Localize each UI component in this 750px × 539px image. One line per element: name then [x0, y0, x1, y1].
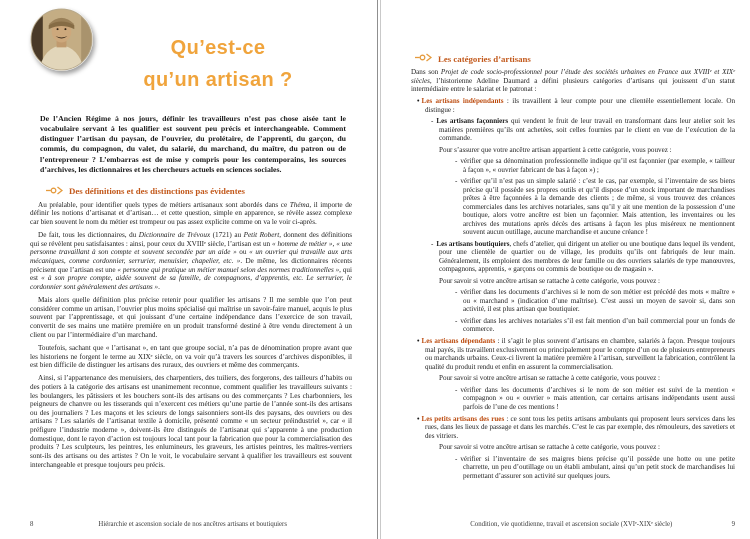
- bullet-head: [417, 415, 735, 441]
- bullet-text: : il s’agit le plus souvent d’artisans en chambre, salariés à façon. Presque toujours mal payés, ils travaillent exclusivement ou principalement pour le compte d’un ou de plusieurs entrepreneurs ou marchands urbains. Ceux-ci livrent la matière première à l’artisan, surveillent la fabrication, contrôlent la qualité du produit rendu et enfin en assurent la commercialisation.: [425, 337, 735, 371]
- sub-item-text: qui vendent le fruit de leur travail en transformant dans leur atelier soit les matières premières qu’ils ont achetées, soit celles fournies par le client en vue de l’exécution de la commande.: [439, 117, 735, 142]
- sub-item-boutiquiers: [411, 240, 735, 334]
- bullet-text: : ce sont tous les petits artisans ambulants qui proposent leurs services dans les rues, dans les lieux de passage et dans les marchés. C’est le cas par exemple, des rémouleurs, des savetiers et des vitriers.: [425, 414, 735, 440]
- right-page-footer: [375, 521, 750, 528]
- body-paragraph: Dans son Projet de code socio-professionnel pour l’étude des sociétés urbaines en France aux XVIIIᵉ et XIXᵉ siècles, l’historienne Adeline Daumard a défini plusieurs catégories d’artisans qui jouissent d’un statut intermédiaire entre le salariat et le patronat :: [411, 68, 736, 93]
- bullet-item-dependants: [411, 337, 735, 411]
- check-item: [455, 455, 735, 481]
- helper-text: Pour s’assurer que votre ancêtre artisan appartient à cette catégorie, vous pouvez :: [439, 145, 672, 154]
- page-gutter-divider: [377, 0, 381, 539]
- running-title: Hiérarchie et ascension sociale de nos ancêtres artisans et boutiquiers: [98, 521, 287, 528]
- helper-text: Pour savoir si votre ancêtre artisan se rattache à cette catégorie, vous pouvez :: [439, 443, 660, 451]
- sub-item-lead: Les artisans boutiquiers: [436, 239, 510, 248]
- bullet-marker: •: [417, 414, 420, 423]
- intro-paragraph: De l’Ancien Régime à nos jours, définir les travailleurs n’est pas chose aisée tant le vocabulaire servant à les qualifier est souvent peu précis et interchangeable. Comment distinguer l’artisan du paysan, de l’ouvrier, du prolétaire, de l’apprenti, du garçon, du commis, du compagnon, du valet, du salarié, du marchand, du maître, du patron ou de l’entrepreneur ? L’embarras est de mise y compris pour les contemporains, les sources d’archives, les dictionnaires et les chercheurs actuels en sciences sociales.: [40, 114, 346, 174]
- helper-text: Pour savoir si votre ancêtre artisan se rattache à cette catégorie, vous pouvez :: [439, 374, 660, 382]
- running-title: Condition, vie quotidienne, travail et ascension sociale (XVIᵉ-XIXᵉ siècle): [470, 521, 673, 528]
- dash-marker: -: [455, 157, 458, 165]
- helper-text: Pour savoir si votre ancêtre artisan se rattache à cette catégorie, vous pouvez :: [439, 276, 660, 285]
- title-block: [30, 8, 352, 106]
- page-title-line2: qu’un artisan ?: [143, 69, 293, 91]
- body-paragraph: Mais alors quelle définition plus précise retenir pour qualifier les artisans ? Il me semble que l’on peut considérer comme un artisan, l’ouvrier plus moins spécialisé qui maîtrise un savoir-faire manuel, acquis le plus souvent par l’apprentissage, et qui jouissant d’une certaine indépendance dans l’exercice de son travail, convertit de ses mains une matière première en un produit transformé destiné à être vendu directement à un client ou par l’intermédiaire d’un marchand.: [30, 296, 352, 339]
- sub-item-lead: Les artisans façonniers: [436, 117, 509, 125]
- check-item: [455, 157, 735, 174]
- portrait-illustration: [30, 8, 93, 71]
- check-text: vérifier si l’inventaire de ses maigres biens précise qu’il possède une hotte ou une petite charrette, un peu d’outillage ou un établi ambulant, ainsi qu’un petit stock de marchandises lui permettant d’assurer son activité sur quelques jours.: [460, 454, 735, 480]
- bullet-head: [417, 97, 735, 114]
- section-heading-definitions: [46, 186, 352, 197]
- check-text: vérifier dans les documents d’archives si le nom de son métier est précédé des mots « maître » ou « marchand » (indication d’une maîtrise). C’est aussi un moyen de savoir si, dans son activité, il est plus artisan que boutiquier.: [460, 288, 735, 313]
- body-paragraph: Au préalable, pour identifier quels types de métiers artisanaux sont abordés dans ce Théma, il importe de définir les notions d’artisanat et d’artisan… et cette question, simple en apparence, se révèle assez complexe car bien souvent le nom du métier est trompeur ou pas assez explicite comme on va le voir ci-après.: [30, 200, 352, 227]
- section-heading-label: Les catégories d’artisans: [438, 53, 531, 64]
- check-item: [455, 317, 735, 334]
- section-heading-categories: [415, 53, 735, 64]
- dash-marker: -: [455, 177, 458, 185]
- dash-marker: -: [431, 117, 434, 125]
- bullet-item-independants: [411, 97, 735, 334]
- bullet-label: Les artisans indépendants: [421, 97, 504, 105]
- dash-marker: -: [455, 316, 458, 325]
- bullet-marker: •: [417, 97, 420, 105]
- section-heading-label: Des définitions et des distinctions pas évidentes: [69, 186, 245, 197]
- check-text: vérifier qu’il n’est pas un simple salarié : c’est le cas, par exemple, si l’inventaire de ses biens précise qu’il possède ses propres outils et qu’il dispose d’un stock important de marchandises prêtes à être façonnées à la demande des clients ; de même, si vous trouvez des créances commerciales dans les archives notariales, sans qu’il y ait une mention de la possession d’une boutique, alors votre ancêtre est bien un façonnier. Mais attention, les inventaires ou les archives des mutations après décès des artisans à façon les plus miséreux ne mentionnent souvent aucun outillage, aucune marchandise et aucune créance !: [460, 177, 735, 236]
- sub-item-text: , chefs d’atelier, qui dirigent un atelier ou une boutique dans lequel ils vendent, pour une clientèle de quartier ou de village, les produits qu’ils ont fabriqués de leur main. Généralement, ils emploient des membres de leur famille ou des ouvriers salariés de type manœuvres, compagnons, apprentis, « garçons ou commis de boutique ou de magasin ».: [439, 239, 735, 273]
- dash-marker: -: [431, 239, 434, 248]
- page-number: 9: [731, 521, 735, 528]
- bullet-text: : ils travaillent à leur compte pour une clientèle essentiellement locale. On distingue :: [425, 97, 735, 114]
- bullet-head: [417, 337, 735, 371]
- check-item: [455, 177, 735, 237]
- check-item: [455, 386, 735, 412]
- section-arrow-icon: [415, 53, 432, 64]
- dash-marker: -: [455, 385, 458, 394]
- section-arrow-icon: [46, 186, 63, 197]
- check-text: vérifier que sa dénomination professionnelle indique qu’il est façonnier (par exemple, « tailleur à façon », « ouvrier fabricant de bas à façon ») ;: [460, 157, 735, 174]
- sub-item-faconniers: [411, 117, 735, 237]
- bullet-marker: •: [417, 337, 420, 345]
- right-page: [375, 0, 750, 539]
- sub-item-head: [431, 117, 735, 143]
- check-item: [455, 288, 735, 314]
- page-title-line1: Qu’est-ce: [170, 37, 266, 59]
- body-paragraph: De fait, tous les dictionnaires, du Dictionnaire de Trévoux (1721) au Petit Robert, donnent des définitions qui se révèlent peu satisfaisantes : ainsi, pour ceux du XVIIIᵉ siècle, l’artisan est un « homme de métier », « une personne travaillant à son compte et souvent secondée par un aide » ou « un ouvrier qui travaille aux arts mécaniques, comme cordonnier, serrurier, menuisier, chapelier, etc. ». De même, les dictionnaires récents précisent que l’artisan est une « personne qui pratique un métier manuel selon des normes traditionnelles », qui est « à son propre compte, aidée souvent de sa famille, de compagnons, d’apprentis, etc. Le serrurier, le cordonnier sont généralement des artisans ».: [30, 231, 353, 292]
- body-paragraph: Toutefois, sachant que « l’artisanat », en tant que groupe social, n’a pas de dénomination propre avant que les historiens ne forgent le terme au XIXᵉ siècle, on va voir qu’à travers les sources d’archives disponibles, il est bien difficile de distinguer les artisans des ruraux, des ouvriers et même des commerçants.: [30, 343, 352, 370]
- artisan-portrait-photo: [30, 8, 93, 71]
- body-paragraph: Ainsi, si l’appartenance des menuisiers, des charpentiers, des tuiliers, des forgerons, des tailleurs d’habits ou des potiers à la catégorie des artisans est unanimement reconnue, comment qualifier les travailleurs suivants : les boulangers, les pâtissiers et les bouchers sont-ils des artisans ou des commerçants ? Les charbonniers, les peigneurs de chanvre ou les tisserands qui n’exercent ces métiers qu’une partie de l’année sont-ils des artisans ou des journaliers ? Les maçons et les scieurs de longs saisonniers sont-ils des paysans, des ouvriers ou des artisans ? Les salariés de l’artisanat textile à domicile, présenté comme « un secteur préindustriel », car « il préfigure l’industrie moderne », doivent-ils être distingués de l’artisanat qui s’apparente à une production domestique, dont le rayon d’action est toujours local tant pour la fabrication que pour la commercialisation des produits ? Les sculpteurs, les peintres, les enlumineurs, les graveurs, les artistes peintres, les maîtres-verriers sont-ils des artisans ou des artistes ? On le voit, le vocabulaire servant à qualifier les travailleurs est souvent interchangeable et presque toujours peu précis.: [30, 374, 352, 469]
- check-text: vérifier dans les archives notariales s’il est fait mention d’un bail commercial pour un fonds de commerce.: [460, 316, 735, 333]
- bullet-item-petits-artisans: [411, 415, 735, 481]
- dash-marker: -: [455, 288, 458, 296]
- check-text: vérifier dans les documents d’archives si le nom de son métier est suivi de la mention « compagnon » ou « ouvrier » mais attention, car certains artisans indépendants usent aussi parfois de l’une de ces mentions !: [460, 385, 735, 411]
- page-number: 8: [30, 521, 34, 528]
- bullet-label: Les artisans dépendants: [421, 337, 496, 345]
- dash-marker: -: [455, 454, 458, 463]
- sub-item-head: [431, 240, 735, 274]
- left-page-footer: [0, 521, 375, 528]
- bullet-label: Les petits artisans des rues: [421, 414, 505, 423]
